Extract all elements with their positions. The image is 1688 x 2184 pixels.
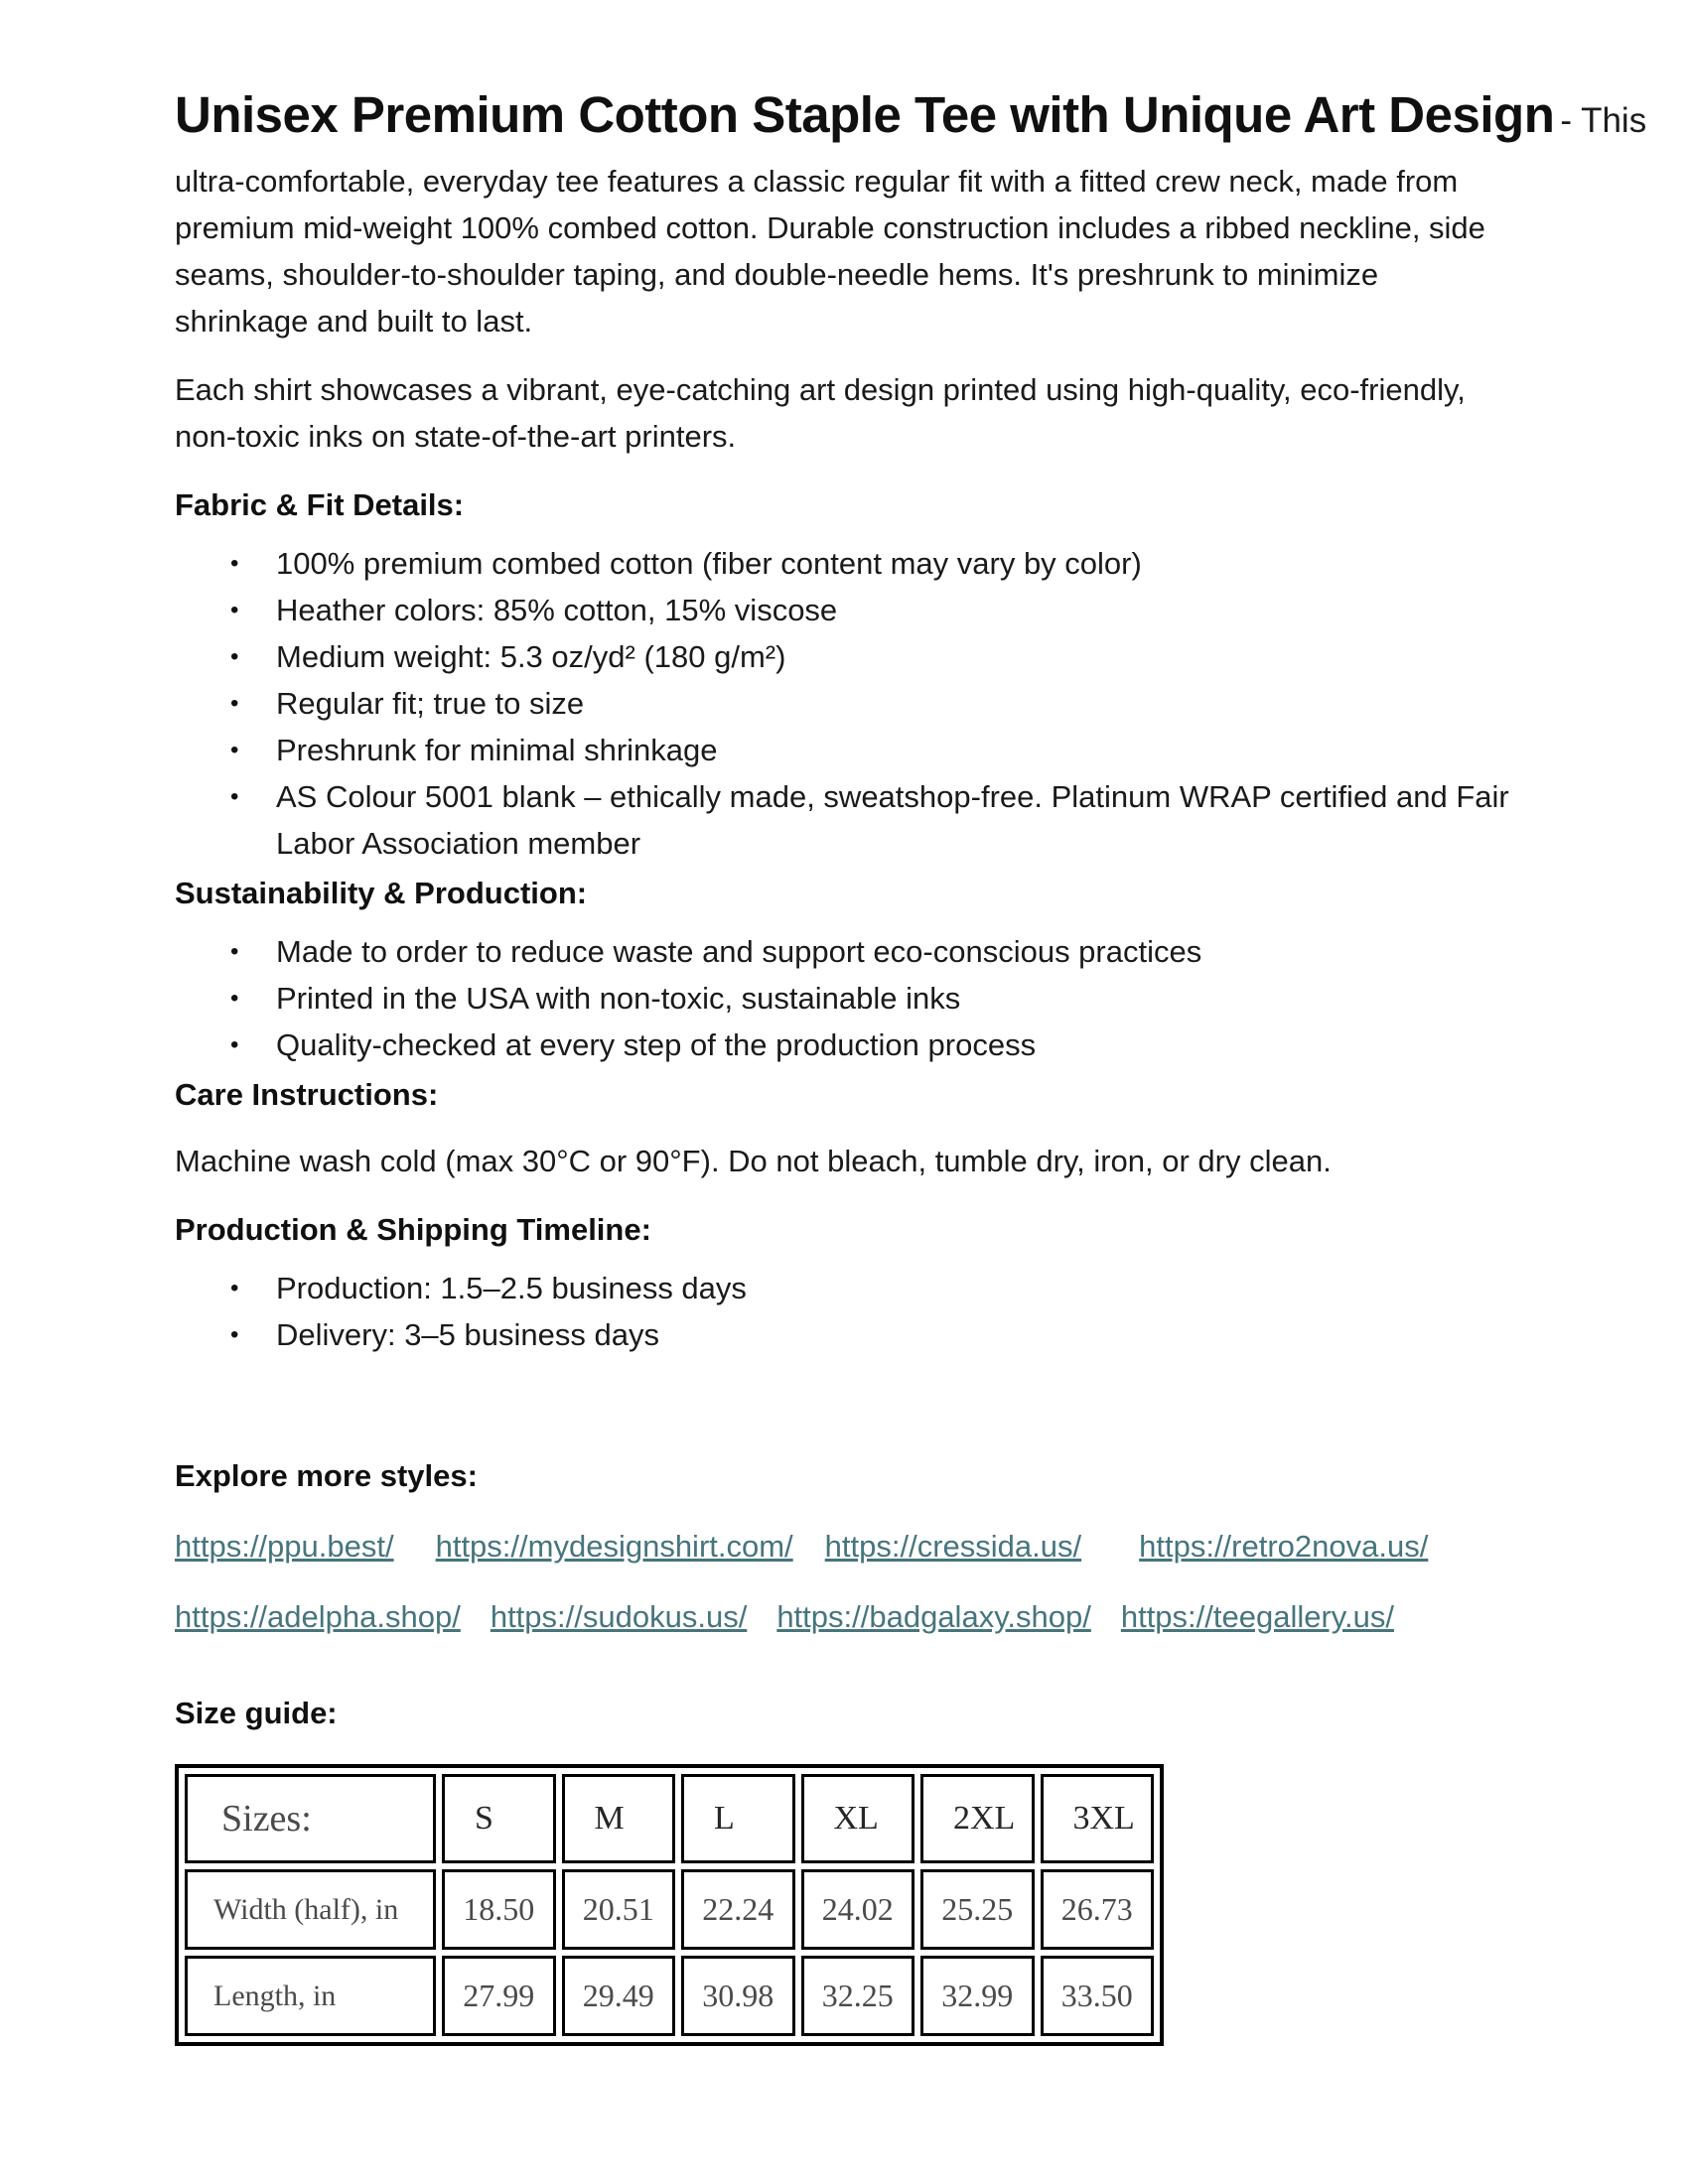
link-teegallery[interactable]: https://teegallery.us/ <box>1120 1599 1394 1634</box>
bullet-icon: • <box>230 985 239 1012</box>
bullet-icon: • <box>230 597 239 623</box>
paragraph-line: Each shirt showcases a vibrant, eye-catching art design printed using high-quality, eco-friendly, <box>175 372 1466 407</box>
document-page <box>175 85 1647 2046</box>
list-item-text: Printed in the USA with non-toxic, sustainable inks <box>276 981 961 1016</box>
length-value-xl: 32.25 <box>801 1956 915 2036</box>
bullet-icon: • <box>230 1031 239 1058</box>
bullet-icon: • <box>230 783 239 810</box>
bullet-icon: • <box>230 938 239 965</box>
bullet-icon: • <box>230 737 239 763</box>
care-heading: Care Instructions: <box>175 1077 439 1112</box>
list-item-text: Made to order to reduce waste and support eco-conscious practices <box>276 934 1202 969</box>
bullet-icon: • <box>230 643 239 670</box>
link-mydesignshirt[interactable]: https://mydesignshirt.com/ <box>435 1529 793 1564</box>
table-row-length <box>185 1956 1154 2036</box>
intro-line: shrinkage and built to last. <box>175 304 533 339</box>
width-value-s: 18.50 <box>442 1869 556 1950</box>
list-item <box>230 633 1565 680</box>
column-header-m: M <box>562 1774 676 1863</box>
list-item-text: Heather colors: 85% cotton, 15% viscose <box>276 593 838 627</box>
row-label-length: Length, in <box>185 1956 436 2036</box>
link-adelpha[interactable]: https://adelpha.shop/ <box>175 1599 461 1634</box>
link-cressida[interactable]: https://cressida.us/ <box>824 1529 1082 1564</box>
size-guide-heading: Size guide: <box>175 1696 338 1730</box>
list-item <box>230 727 1565 773</box>
length-value-3xl: 33.50 <box>1041 1956 1155 2036</box>
paragraph-line: non-toxic inks on state-of-the-art printers. <box>175 419 737 454</box>
list-item-text: AS Colour 5001 blank – ethically made, sweatshop-free. Platinum WRAP certified and Fair <box>276 779 1509 814</box>
length-value-l: 30.98 <box>681 1956 795 2036</box>
list-item <box>230 928 1565 975</box>
intro-line: seams, shoulder-to-shoulder taping, and double-needle hems. It's preshrunk to minimize <box>175 257 1379 292</box>
title-suffix: - This <box>1560 101 1647 140</box>
width-value-3xl: 26.73 <box>1041 1869 1155 1950</box>
page-title: Unisex Premium Cotton Staple Tee with Unique Art Design <box>175 86 1555 143</box>
width-value-l: 22.24 <box>681 1869 795 1950</box>
width-value-xl: 24.02 <box>801 1869 915 1950</box>
link-badgalaxy[interactable]: https://badgalaxy.shop/ <box>776 1599 1091 1634</box>
column-header-3xl: 3XL <box>1041 1774 1155 1863</box>
blank-space <box>175 1361 1565 1452</box>
length-value-2xl: 32.99 <box>920 1956 1035 2036</box>
column-header-l: L <box>681 1774 795 1863</box>
list-item <box>230 1265 1565 1311</box>
intro-line: ultra-comfortable, everyday tee features a classic regular fit with a fitted crew neck, made from <box>175 164 1459 199</box>
row-label-width: Width (half), in <box>185 1869 436 1950</box>
list-item-text: 100% premium combed cotton (fiber content may vary by color) <box>276 546 1142 581</box>
table-header-row <box>185 1774 1154 1863</box>
link-ppu-best[interactable]: https://ppu.best/ <box>175 1529 394 1564</box>
list-item-text: Labor Association member <box>276 826 641 861</box>
list-item-text: Preshrunk for minimal shrinkage <box>276 733 718 767</box>
care-text: Machine wash cold (max 30°C or 90°F). Do not bleach, tumble dry, iron, or dry clean. <box>175 1144 1332 1178</box>
bullet-icon: • <box>230 1321 239 1348</box>
intro-paragraph <box>175 85 1647 344</box>
column-header-s: S <box>442 1774 556 1863</box>
bullet-icon: • <box>230 550 239 577</box>
links-row-1 <box>175 1523 1565 1570</box>
width-value-2xl: 25.25 <box>920 1869 1035 1950</box>
list-item <box>230 1022 1565 1068</box>
table-row-width <box>185 1869 1154 1950</box>
list-item-text: Regular fit; true to size <box>276 686 585 721</box>
list-item <box>230 773 1565 867</box>
list-item <box>230 1311 1565 1358</box>
list-item <box>230 975 1565 1022</box>
care-paragraph <box>175 1138 1565 1184</box>
list-item-text: Quality-checked at every step of the production process <box>276 1027 1037 1062</box>
list-item-text: Medium weight: 5.3 oz/yd² (180 g/m²) <box>276 639 786 674</box>
length-value-m: 29.49 <box>562 1956 676 2036</box>
list-item-text: Delivery: 3–5 business days <box>276 1317 659 1352</box>
list-item <box>230 540 1565 587</box>
link-sudokus[interactable]: https://sudokus.us/ <box>490 1599 748 1634</box>
timeline-heading: Production & Shipping Timeline: <box>175 1212 651 1247</box>
width-value-m: 20.51 <box>562 1869 676 1950</box>
list-item <box>230 680 1565 727</box>
list-item-text: Production: 1.5–2.5 business days <box>276 1271 747 1305</box>
column-header-sizes: Sizes: <box>185 1774 436 1863</box>
link-retro2nova[interactable]: https://retro2nova.us/ <box>1139 1529 1429 1564</box>
sustainability-heading: Sustainability & Production: <box>175 876 588 910</box>
explore-heading: Explore more styles: <box>175 1458 478 1493</box>
bullet-icon: • <box>230 1275 239 1301</box>
column-header-2xl: 2XL <box>920 1774 1035 1863</box>
fabric-fit-list <box>230 540 1565 867</box>
bullet-icon: • <box>230 690 239 717</box>
sustainability-list <box>230 928 1565 1068</box>
list-item <box>230 587 1565 633</box>
column-header-xl: XL <box>801 1774 915 1863</box>
intro-line: premium mid-weight 100% combed cotton. Durable construction includes a ribbed neckline, side <box>175 210 1485 245</box>
timeline-list <box>230 1265 1565 1358</box>
print-quality-paragraph <box>175 366 1565 460</box>
links-row-2 <box>175 1593 1565 1640</box>
fabric-fit-heading: Fabric & Fit Details: <box>175 487 465 522</box>
size-guide-table <box>175 1764 1164 2046</box>
length-value-s: 27.99 <box>442 1956 556 2036</box>
title-line <box>175 85 1647 144</box>
